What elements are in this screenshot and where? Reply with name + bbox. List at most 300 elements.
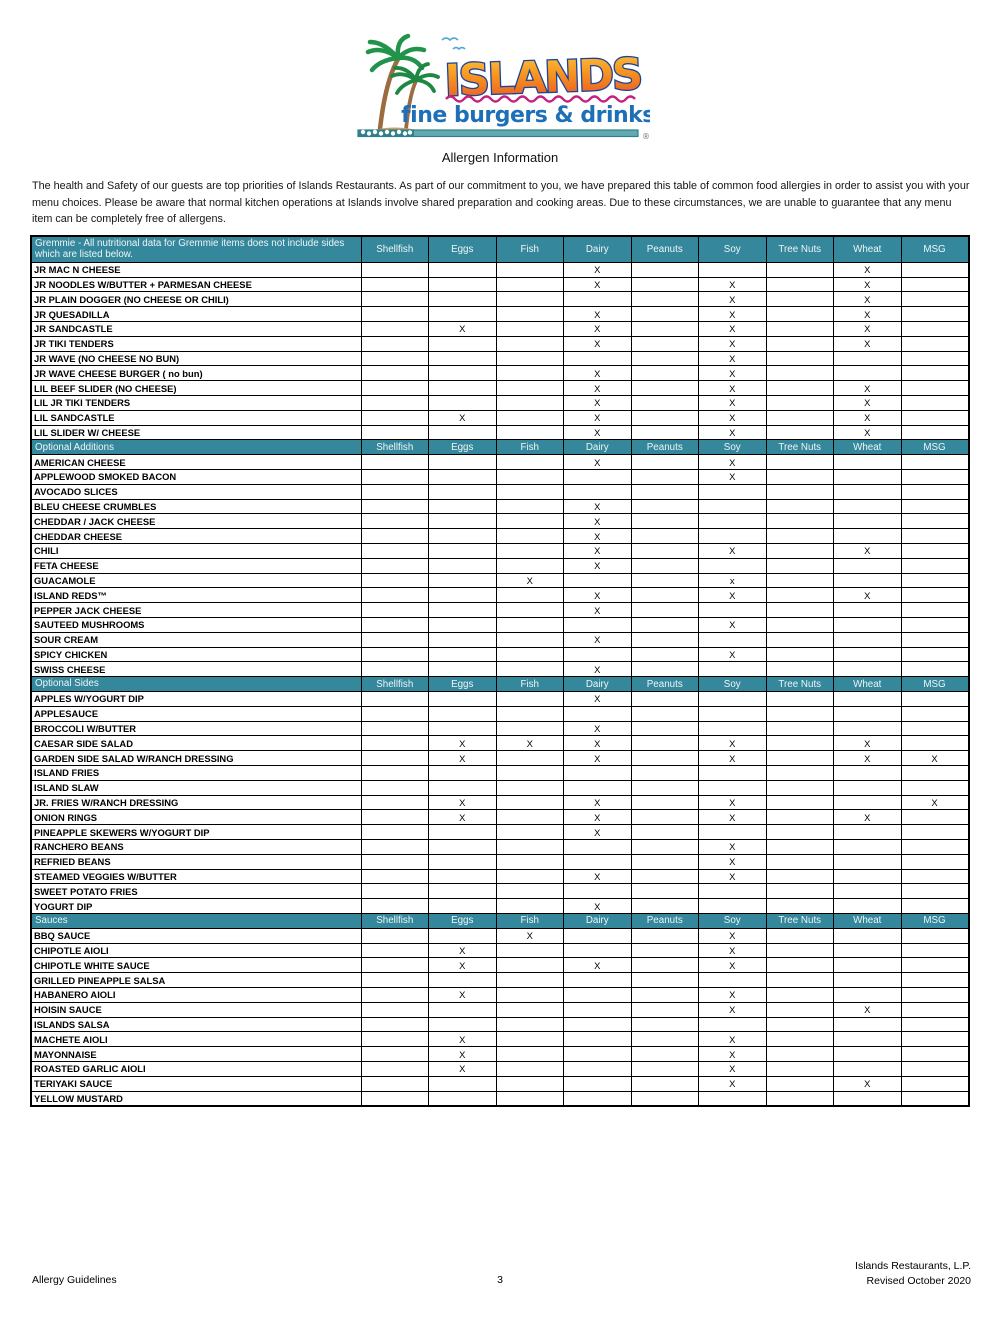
allergen-mark-cell <box>631 1047 699 1062</box>
allergen-mark-cell <box>901 973 969 988</box>
allergen-mark-cell: X <box>834 307 902 322</box>
menu-item-name: MACHETE AIOLI <box>31 1032 361 1047</box>
allergen-mark-cell <box>496 958 564 973</box>
allergen-mark-cell: X <box>699 987 767 1002</box>
allergen-mark-cell <box>699 558 767 573</box>
allergen-mark-cell <box>766 795 834 810</box>
allergen-mark-cell <box>429 899 497 914</box>
allergen-mark-cell <box>631 810 699 825</box>
allergen-mark-cell <box>429 499 497 514</box>
column-header: Tree Nuts <box>766 440 834 455</box>
allergen-mark-cell <box>766 884 834 899</box>
allergen-mark-cell <box>631 973 699 988</box>
allergen-mark-cell: X <box>496 573 564 588</box>
allergen-mark-cell <box>766 322 834 337</box>
allergen-mark-cell <box>361 706 429 721</box>
allergen-mark-cell <box>564 706 632 721</box>
allergen-mark-cell <box>496 292 564 307</box>
allergen-mark-cell <box>564 1076 632 1091</box>
menu-item-name: REFRIED BEANS <box>31 854 361 869</box>
allergen-mark-cell: X <box>699 1047 767 1062</box>
allergen-mark-cell <box>699 691 767 706</box>
allergen-mark-cell <box>361 499 429 514</box>
allergen-mark-cell <box>496 322 564 337</box>
allergen-mark-cell <box>766 958 834 973</box>
table-row <box>31 455 969 470</box>
allergen-mark-cell <box>496 839 564 854</box>
allergen-mark-cell <box>766 292 834 307</box>
allergen-mark-cell <box>496 1017 564 1032</box>
allergen-mark-cell: X <box>699 928 767 943</box>
section-label: Optional Sides <box>31 677 361 692</box>
table-row <box>31 558 969 573</box>
column-header: Wheat <box>834 236 902 263</box>
allergen-mark-cell <box>699 529 767 544</box>
allergen-mark-cell <box>834 618 902 633</box>
allergen-mark-cell: X <box>699 1076 767 1091</box>
allergen-mark-cell <box>766 780 834 795</box>
allergen-mark-cell <box>496 884 564 899</box>
allergen-mark-cell <box>766 1061 834 1076</box>
allergen-mark-cell <box>766 366 834 381</box>
allergen-mark-cell <box>496 825 564 840</box>
allergen-mark-cell <box>496 1076 564 1091</box>
allergen-mark-cell <box>766 588 834 603</box>
allergen-mark-cell: X <box>429 810 497 825</box>
allergen-mark-cell <box>901 839 969 854</box>
allergen-mark-cell <box>429 854 497 869</box>
column-header: Soy <box>699 677 767 692</box>
table-row <box>31 544 969 559</box>
allergen-mark-cell <box>901 647 969 662</box>
allergen-mark-cell <box>429 514 497 529</box>
menu-item-name: GUACAMOLE <box>31 573 361 588</box>
column-header: Peanuts <box>631 913 699 928</box>
allergen-mark-cell <box>361 336 429 351</box>
allergen-mark-cell <box>766 529 834 544</box>
allergen-mark-cell <box>766 869 834 884</box>
allergen-mark-cell: X <box>699 854 767 869</box>
allergen-mark-cell <box>631 825 699 840</box>
allergen-mark-cell <box>361 632 429 647</box>
menu-item-name: JR TIKI TENDERS <box>31 336 361 351</box>
allergen-mark-cell <box>496 691 564 706</box>
allergen-mark-cell <box>631 455 699 470</box>
allergen-mark-cell <box>361 928 429 943</box>
allergen-mark-cell: X <box>564 825 632 840</box>
allergen-mark-cell <box>496 351 564 366</box>
allergen-mark-cell <box>361 618 429 633</box>
allergen-mark-cell: X <box>834 410 902 425</box>
allergen-mark-cell <box>834 484 902 499</box>
allergen-mark-cell: X <box>429 943 497 958</box>
allergen-mark-cell <box>496 618 564 633</box>
allergen-mark-cell <box>901 588 969 603</box>
allergen-mark-cell <box>429 1076 497 1091</box>
allergen-mark-cell <box>361 603 429 618</box>
allergen-mark-cell <box>361 410 429 425</box>
table-row <box>31 765 969 780</box>
allergen-mark-cell: X <box>699 410 767 425</box>
column-header: Dairy <box>564 236 632 263</box>
table-row <box>31 470 969 485</box>
section-header-row <box>31 677 969 692</box>
allergen-mark-cell <box>834 899 902 914</box>
allergen-mark-cell <box>766 721 834 736</box>
allergen-mark-cell: X <box>699 795 767 810</box>
column-header: Eggs <box>429 913 497 928</box>
allergen-mark-cell <box>901 854 969 869</box>
table-row <box>31 514 969 529</box>
column-header: Dairy <box>564 440 632 455</box>
menu-item-name: GARDEN SIDE SALAD W/RANCH DRESSING <box>31 751 361 766</box>
menu-item-name: ISLAND REDS™ <box>31 588 361 603</box>
column-header: MSG <box>901 677 969 692</box>
allergen-mark-cell: X <box>564 662 632 677</box>
allergen-mark-cell <box>901 780 969 795</box>
allergen-mark-cell <box>631 366 699 381</box>
allergen-mark-cell <box>496 484 564 499</box>
allergen-mark-cell <box>429 292 497 307</box>
table-row <box>31 1002 969 1017</box>
allergen-mark-cell <box>901 470 969 485</box>
allergen-mark-cell <box>361 884 429 899</box>
allergen-mark-cell <box>361 588 429 603</box>
allergen-mark-cell <box>766 381 834 396</box>
allergen-mark-cell: X <box>834 736 902 751</box>
menu-item-name: CAESAR SIDE SALAD <box>31 736 361 751</box>
allergen-mark-cell <box>429 529 497 544</box>
column-header: Fish <box>496 677 564 692</box>
column-header: Shellfish <box>361 440 429 455</box>
islands-logo <box>350 32 650 145</box>
allergen-mark-cell <box>834 514 902 529</box>
section-header-row <box>31 236 969 263</box>
allergen-mark-cell <box>361 1032 429 1047</box>
allergen-mark-cell <box>834 529 902 544</box>
allergen-mark-cell <box>766 455 834 470</box>
allergen-mark-cell <box>496 1091 564 1106</box>
allergen-mark-cell <box>429 662 497 677</box>
table-row <box>31 943 969 958</box>
allergen-mark-cell <box>429 603 497 618</box>
allergen-mark-cell: X <box>699 351 767 366</box>
column-header: MSG <box>901 236 969 263</box>
allergen-mark-cell <box>834 647 902 662</box>
allergen-mark-cell <box>901 1061 969 1076</box>
allergen-mark-cell <box>361 1017 429 1032</box>
menu-item-name: ISLAND SLAW <box>31 780 361 795</box>
table-row <box>31 1076 969 1091</box>
allergen-mark-cell <box>429 884 497 899</box>
section-header-row <box>31 440 969 455</box>
allergen-mark-cell <box>766 603 834 618</box>
menu-item-name: APPLES W/YOGURT DIP <box>31 691 361 706</box>
menu-item-name: APPLEWOOD SMOKED BACON <box>31 470 361 485</box>
allergen-mark-cell <box>631 322 699 337</box>
allergen-mark-cell <box>766 499 834 514</box>
allergen-mark-cell <box>901 825 969 840</box>
allergen-mark-cell <box>631 588 699 603</box>
menu-item-name: GRILLED PINEAPPLE SALSA <box>31 973 361 988</box>
table-row <box>31 529 969 544</box>
allergen-mark-cell: X <box>564 721 632 736</box>
allergen-mark-cell <box>901 277 969 292</box>
allergen-mark-cell <box>496 973 564 988</box>
allergen-mark-cell <box>901 499 969 514</box>
menu-item-name: SAUTEED MUSHROOMS <box>31 618 361 633</box>
allergen-mark-cell <box>429 470 497 485</box>
allergen-mark-cell <box>496 455 564 470</box>
allergen-mark-cell <box>699 662 767 677</box>
allergen-mark-cell <box>361 1002 429 1017</box>
allergen-mark-cell: X <box>699 544 767 559</box>
islands-logo-graphic <box>350 32 650 140</box>
allergen-mark-cell: X <box>564 410 632 425</box>
table-row <box>31 825 969 840</box>
table-row <box>31 973 969 988</box>
table-row <box>31 499 969 514</box>
allergen-mark-cell <box>834 706 902 721</box>
allergen-mark-cell: X <box>834 1002 902 1017</box>
allergen-mark-cell: X <box>564 514 632 529</box>
allergen-mark-cell: X <box>699 1061 767 1076</box>
allergen-mark-cell <box>564 1061 632 1076</box>
allergen-mark-cell: X <box>699 381 767 396</box>
allergen-mark-cell <box>496 396 564 411</box>
allergen-mark-cell <box>901 381 969 396</box>
allergen-mark-cell <box>766 987 834 1002</box>
allergen-mark-cell <box>429 425 497 440</box>
allergen-mark-cell <box>564 973 632 988</box>
allergen-mark-cell <box>901 514 969 529</box>
allergen-mark-cell <box>564 1032 632 1047</box>
allergen-mark-cell <box>564 292 632 307</box>
allergen-mark-cell <box>429 262 497 277</box>
allergen-mark-cell <box>766 825 834 840</box>
allergen-mark-cell <box>631 869 699 884</box>
allergen-mark-cell <box>496 869 564 884</box>
allergen-mark-cell <box>564 987 632 1002</box>
allergen-mark-cell: X <box>564 810 632 825</box>
menu-item-name: SWEET POTATO FRIES <box>31 884 361 899</box>
allergen-mark-cell: X <box>699 455 767 470</box>
allergen-mark-cell: X <box>699 470 767 485</box>
allergen-mark-cell: X <box>564 455 632 470</box>
allergen-mark-cell <box>834 558 902 573</box>
allergen-mark-cell <box>429 721 497 736</box>
menu-item-name: SOUR CREAM <box>31 632 361 647</box>
allergen-mark-cell <box>901 884 969 899</box>
allergen-mark-cell <box>429 765 497 780</box>
allergen-mark-cell <box>901 765 969 780</box>
allergen-mark-cell <box>834 470 902 485</box>
allergen-mark-cell <box>496 558 564 573</box>
menu-item-name: JR NOODLES W/BUTTER + PARMESAN CHEESE <box>31 277 361 292</box>
allergen-mark-cell <box>361 1091 429 1106</box>
table-row <box>31 854 969 869</box>
menu-item-name: JR PLAIN DOGGER (NO CHEESE OR CHILI) <box>31 292 361 307</box>
allergen-mark-cell <box>429 573 497 588</box>
allergen-mark-cell <box>361 1047 429 1062</box>
allergen-mark-cell: X <box>834 751 902 766</box>
column-header: Soy <box>699 913 767 928</box>
allergen-mark-cell <box>834 603 902 618</box>
allergen-mark-cell <box>901 899 969 914</box>
menu-item-name: RANCHERO BEANS <box>31 839 361 854</box>
column-header: Fish <box>496 440 564 455</box>
allergen-mark-cell <box>901 262 969 277</box>
allergen-mark-cell <box>766 765 834 780</box>
allergen-mark-cell <box>631 662 699 677</box>
allergen-mark-cell <box>496 662 564 677</box>
table-row <box>31 884 969 899</box>
menu-item-name: HABANERO AIOLI <box>31 987 361 1002</box>
column-header: Peanuts <box>631 677 699 692</box>
allergen-mark-cell: X <box>429 322 497 337</box>
allergen-mark-cell <box>429 928 497 943</box>
allergen-mark-cell: X <box>564 336 632 351</box>
allergen-mark-cell <box>631 529 699 544</box>
table-row <box>31 647 969 662</box>
allergen-mark-cell <box>361 455 429 470</box>
allergen-mark-cell: X <box>564 632 632 647</box>
allergen-mark-cell <box>361 366 429 381</box>
allergen-mark-cell: X <box>429 1047 497 1062</box>
allergen-mark-cell <box>699 721 767 736</box>
allergen-mark-cell: X <box>429 987 497 1002</box>
allergen-mark-cell <box>631 603 699 618</box>
allergen-mark-cell <box>361 381 429 396</box>
allergen-mark-cell <box>496 307 564 322</box>
allergen-mark-cell <box>496 529 564 544</box>
allergen-mark-cell <box>361 647 429 662</box>
allergen-mark-cell <box>834 1061 902 1076</box>
allergen-mark-cell <box>901 292 969 307</box>
allergen-mark-cell <box>496 336 564 351</box>
allergen-mark-cell <box>766 854 834 869</box>
allergen-mark-cell <box>901 987 969 1002</box>
allergen-mark-cell <box>631 336 699 351</box>
allergen-mark-cell <box>766 1032 834 1047</box>
allergen-mark-cell <box>361 736 429 751</box>
allergen-mark-cell <box>631 958 699 973</box>
allergen-mark-cell <box>901 558 969 573</box>
allergen-mark-cell <box>766 396 834 411</box>
allergen-mark-cell: X <box>564 396 632 411</box>
allergen-mark-cell <box>766 1091 834 1106</box>
allergen-mark-cell <box>496 603 564 618</box>
menu-item-name: JR SANDCASTLE <box>31 322 361 337</box>
allergen-mark-cell <box>496 899 564 914</box>
allergen-mark-cell: X <box>564 544 632 559</box>
allergen-mark-cell <box>834 973 902 988</box>
menu-item-name: LIL BEEF SLIDER (NO CHEESE) <box>31 381 361 396</box>
allergen-mark-cell <box>766 558 834 573</box>
allergen-mark-cell <box>834 928 902 943</box>
allergen-mark-cell <box>496 262 564 277</box>
allergen-mark-cell <box>429 381 497 396</box>
table-row <box>31 987 969 1002</box>
allergen-mark-cell <box>901 366 969 381</box>
allergen-mark-cell: X <box>699 1002 767 1017</box>
table-row <box>31 958 969 973</box>
allergen-mark-cell <box>631 632 699 647</box>
table-row <box>31 899 969 914</box>
allergen-mark-cell <box>361 795 429 810</box>
table-row <box>31 1032 969 1047</box>
allergen-mark-cell <box>564 780 632 795</box>
allergen-mark-cell: X <box>699 869 767 884</box>
allergen-mark-cell <box>834 1091 902 1106</box>
table-row <box>31 1047 969 1062</box>
menu-item-name: ISLANDS SALSA <box>31 1017 361 1032</box>
allergen-mark-cell <box>496 765 564 780</box>
allergen-mark-cell: X <box>564 751 632 766</box>
table-row <box>31 262 969 277</box>
allergen-mark-cell <box>496 470 564 485</box>
allergen-mark-cell: X <box>699 277 767 292</box>
allergen-mark-cell <box>361 484 429 499</box>
allergen-mark-cell <box>901 869 969 884</box>
table-row <box>31 795 969 810</box>
allergen-mark-cell <box>766 899 834 914</box>
section-label: Sauces <box>31 913 361 928</box>
allergen-mark-cell <box>834 780 902 795</box>
allergen-mark-cell <box>361 529 429 544</box>
allergen-mark-cell <box>496 425 564 440</box>
menu-item-name: JR QUESADILLA <box>31 307 361 322</box>
allergen-mark-cell <box>766 973 834 988</box>
allergen-mark-cell: X <box>834 810 902 825</box>
allergen-mark-cell <box>834 1047 902 1062</box>
allergen-mark-cell <box>631 307 699 322</box>
menu-item-name: LIL SLIDER W/ CHEESE <box>31 425 361 440</box>
menu-item-name: LIL SANDCASTLE <box>31 410 361 425</box>
logo-bar <box>358 130 638 137</box>
allergen-mark-cell <box>564 1002 632 1017</box>
menu-item-name: PEPPER JACK CHEESE <box>31 603 361 618</box>
allergen-mark-cell: X <box>699 618 767 633</box>
allergen-mark-cell <box>631 618 699 633</box>
menu-item-name: MAYONNAISE <box>31 1047 361 1062</box>
allergen-mark-cell <box>834 691 902 706</box>
allergen-mark-cell: X <box>564 691 632 706</box>
allergen-mark-cell: X <box>564 899 632 914</box>
allergen-mark-cell: X <box>564 958 632 973</box>
allergen-mark-cell <box>834 987 902 1002</box>
allergen-mark-cell <box>564 647 632 662</box>
allergen-mark-cell <box>901 322 969 337</box>
allergen-mark-cell <box>631 943 699 958</box>
table-row <box>31 632 969 647</box>
allergen-mark-cell <box>361 943 429 958</box>
allergen-mark-cell <box>496 780 564 795</box>
allergen-mark-cell <box>834 1017 902 1032</box>
allergen-mark-cell: X <box>564 425 632 440</box>
allergen-mark-cell: X <box>834 381 902 396</box>
allergen-mark-cell: X <box>564 366 632 381</box>
allergen-mark-cell <box>699 899 767 914</box>
allergen-mark-cell <box>766 514 834 529</box>
allergen-mark-cell <box>429 484 497 499</box>
allergen-mark-cell <box>496 721 564 736</box>
allergen-mark-cell <box>361 721 429 736</box>
allergen-mark-cell <box>766 839 834 854</box>
column-header: Shellfish <box>361 677 429 692</box>
allergen-mark-cell <box>901 810 969 825</box>
table-row <box>31 736 969 751</box>
